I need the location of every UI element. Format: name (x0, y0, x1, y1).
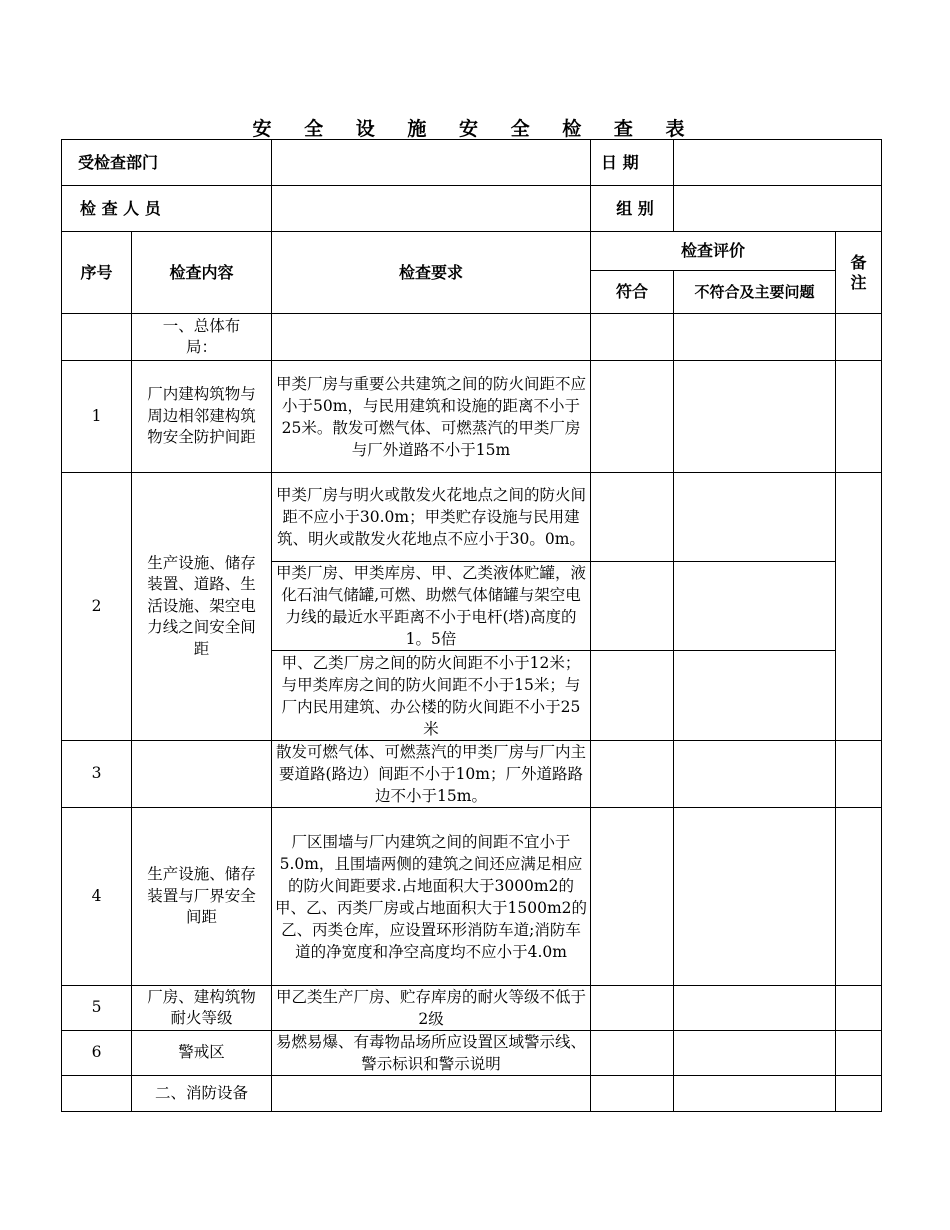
row-conform-cell[interactable] (591, 741, 674, 808)
row-conform-cell[interactable] (591, 1076, 674, 1112)
header-no: 序号 (62, 232, 132, 314)
header-remark (836, 232, 882, 314)
row-remark-cell[interactable] (836, 741, 882, 808)
header-content: 检查内容 (132, 232, 272, 314)
row-requirement: 散发可燃气体、可燃蒸汽的甲类厂房与厂内主要道路(路边）间距不小于10m；厂外道路路边不小于15m。 (272, 741, 591, 808)
info-row-inspector (62, 186, 882, 232)
row-content: 生产设施、储存装置与厂界安全间距 (132, 808, 272, 986)
row-requirement: 甲类厂房与重要公共建筑之间的防火间距不应小于50m，与民用建筑和设施的距离不小于25米。散发可燃气体、可燃蒸汽的甲类厂房与厂外道路不小于15m (272, 361, 591, 473)
row-requirement: 甲类厂房、甲类库房、甲、乙类液体贮罐，液化石油气储罐,可燃、助燃气体储罐与架空电力线的最近水平距离不小于电杆(塔)高度的1。5倍 (272, 562, 591, 651)
row-requirement: 甲、乙类厂房之间的防火间距不小于12米；与甲类库房之间的防火间距不小于15米；与厂内民用建筑、办公楼的防火间距不小于25米 (272, 651, 591, 741)
row-content: 厂房、建构筑物耐火等级 (132, 986, 272, 1031)
row-nonconform-cell[interactable] (674, 986, 836, 1031)
inspector-value[interactable] (272, 186, 591, 232)
row-nonconform-cell[interactable] (674, 808, 836, 986)
row-no: 5 (62, 986, 132, 1031)
row-remark-cell[interactable] (836, 473, 882, 741)
row-conform-cell[interactable] (591, 473, 674, 562)
row-conform-cell[interactable] (591, 562, 674, 651)
group-value[interactable] (674, 186, 882, 232)
row-no: 3 (62, 741, 132, 808)
row-nonconform-cell[interactable] (674, 562, 836, 651)
row-no: 4 (62, 808, 132, 986)
date-label: 日 期 (591, 140, 674, 186)
row-remark-cell[interactable] (836, 314, 882, 361)
row-requirement (272, 1076, 591, 1112)
department-value[interactable] (272, 140, 591, 186)
table-row (62, 1031, 882, 1076)
header-nonconform: 不符合及主要问题 (674, 271, 836, 314)
date-value[interactable] (674, 140, 882, 186)
row-remark-cell[interactable] (836, 1076, 882, 1112)
row-no: 1 (62, 361, 132, 473)
table-row (62, 986, 882, 1031)
row-nonconform-cell[interactable] (674, 741, 836, 808)
table-row (62, 361, 882, 473)
row-requirement: 易燃易爆、有毒物品场所应设置区域警示线、警示标识和警示说明 (272, 1031, 591, 1076)
row-no: 6 (62, 1031, 132, 1076)
row-nonconform-cell[interactable] (674, 1076, 836, 1112)
row-nonconform-cell[interactable] (674, 473, 836, 562)
row-nonconform-cell[interactable] (674, 1031, 836, 1076)
group-label: 组 别 (591, 186, 674, 232)
row-nonconform-cell[interactable] (674, 314, 836, 361)
table-row (62, 741, 882, 808)
row-no (62, 1076, 132, 1112)
row-nonconform-cell[interactable] (674, 361, 836, 473)
row-content: 生产设施、储存装置、道路、生活设施、架空电力线之间安全间距 (132, 473, 272, 741)
header-conform: 符合 (591, 271, 674, 314)
row-content: 厂内建构筑物与周边相邻建构筑物安全防护间距 (132, 361, 272, 473)
inspection-table (61, 139, 882, 1112)
row-conform-cell[interactable] (591, 361, 674, 473)
row-requirement (272, 314, 591, 361)
header-row (62, 232, 882, 271)
row-conform-cell[interactable] (591, 651, 674, 741)
row-remark-cell[interactable] (836, 986, 882, 1031)
header-evaluation: 检查评价 (591, 232, 836, 271)
row-nonconform-cell[interactable] (674, 651, 836, 741)
row-no (62, 314, 132, 361)
row-requirement: 甲乙类生产厂房、贮存库房的耐火等级不低于2级 (272, 986, 591, 1031)
row-conform-cell[interactable] (591, 314, 674, 361)
page-title: 安 全 设 施 安 全 检 查 表 (252, 118, 698, 140)
table-row (62, 808, 882, 986)
row-no: 2 (62, 473, 132, 741)
row-requirement: 甲类厂房与明火或散发火花地点之间的防火间距不应小于30.0m；甲类贮存设施与民用建筑、明火或散发火花地点不应小于30。0m。 (272, 473, 591, 562)
row-remark-cell[interactable] (836, 808, 882, 986)
inspector-label: 检 查 人 员 (62, 186, 272, 232)
row-remark-cell[interactable] (836, 361, 882, 473)
row-conform-cell[interactable] (591, 1031, 674, 1076)
header-remark-text: 备注 (850, 252, 867, 292)
row-content: 警戒区 (132, 1031, 272, 1076)
table-row (62, 1076, 882, 1112)
row-conform-cell[interactable] (591, 808, 674, 986)
row-content (132, 741, 272, 808)
table-row (62, 314, 882, 361)
header-requirement: 检查要求 (272, 232, 591, 314)
row-conform-cell[interactable] (591, 986, 674, 1031)
row-content: 一、总体布局： (132, 314, 272, 361)
info-row-department (62, 140, 882, 186)
row-requirement: 厂区围墙与厂内建筑之间的间距不宜小于5.0m，且围墙两侧的建筑之间还应满足相应的防火间距要求.占地面积大于3000m2的甲、乙、丙类厂房或占地面积大于1500m2的乙、丙类仓库，应设置环形消防车道;消防车道的净宽度和净空高度均不应小于4.0m (272, 808, 591, 986)
department-label: 受检查部门 (62, 140, 272, 186)
table-row (62, 473, 882, 562)
row-content: 二、消防设备 (132, 1076, 272, 1112)
row-remark-cell[interactable] (836, 1031, 882, 1076)
